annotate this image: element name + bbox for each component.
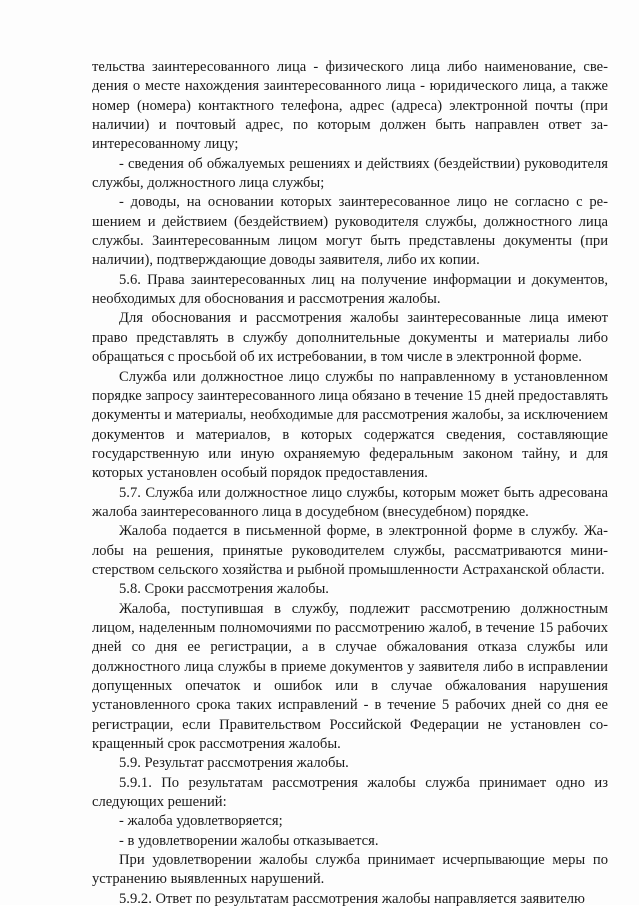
paragraph-section-5-6: 5.6. Права заинтересованных лиц на получение информации и документов, необходимых для обоснования и рассмотрения жалобы. (92, 271, 608, 308)
paragraph-appealed-decisions: - сведения об обжалуемых решениях и действиях (бездействии) руководителя службы, должностного лица службы; (92, 155, 608, 192)
paragraph-additional-documents: Для обоснования и рассмотрения жалобы заинтересованные лица имеют право представлять в службу дополнительные документы и материалы либо обращаться с просьбой об их истребовании, в том числе в электронной форме. (92, 310, 608, 366)
paragraph-applicant-details: тельства заинтересованного лица - физического лица либо наименование, сведения о месте нахождения заинтересованного лица - юридического лица, а также номер (номера) контактного телефона, адрес (адреса) электронной почты (при наличии) и почтовый адрес, по которым должен быть направлен ответ заинтересованному лицу; (92, 59, 608, 153)
paragraph-section-5-9-1: 5.9.1. По результатам рассмотрения жалобы служба принимает одно из следующих решений: (92, 774, 608, 811)
paragraph-section-5-8: 5.8. Сроки рассмотрения жалобы. (119, 581, 329, 598)
document-body (92, 58, 608, 909)
paragraph-complaint-form: Жалоба подается в письменной форме, в электронной форме в службу. Жалобы на решения, принятые руководителем службы, рассматриваются министерством сельского хозяйства и рыбной промышленности Астраханской области. (92, 523, 608, 578)
paragraph-review-terms: Жалоба, поступившая в службу, подлежит рассмотрению должностным лицом, наделенным полномочиями по рассмотрению жалоб, в течение 15 рабочих дней со дня ее регистрации, а в случае обжалования отказа службы или должностного лица службы в приеме документов у заявителя либо в исправлении допущенных опечаток и ошибок или в случае обжалования нарушения установленного срока таких исправлений - в течение 5 рабочих дней со дня ее регистрации, если Правительством Российской Федерации не установлен сокращенный срок рассмотрения жалобы. (92, 600, 608, 753)
paragraph-section-5-9: 5.9. Результат рассмотрения жалобы. (119, 755, 349, 772)
list-item-refused: - в удовлетворении жалобы отказывается. (119, 832, 379, 849)
paragraph-remedy-measures: При удовлетворении жалобы служба принимает исчерпывающие меры по устранению выявленных нарушений. (92, 852, 608, 888)
paragraph-document-provision: Служба или должностное лицо службы по направленному в установленном порядке запросу заинтересованного лица обязано в течение 15 дней предоставлять документы и материалы, необходимые для рассмотрения жалобы, за исключением документов и материалов, в которых содержатся сведения, составляющие государственную или иную охраняемую федеральным законом тайну, и для которых установлен особый порядок предоставления. (92, 368, 608, 482)
paragraph-section-5-7: 5.7. Служба или должностное лицо службы, которым может быть адресована жалоба заинтересованного лица в досудебном (внесудебном) порядке. (92, 484, 608, 520)
paragraph-arguments: - доводы, на основании которых заинтересованное лицо не согласно с решением и действием (бездействием) руководителя службы, должностного лица службы. Заинтересованным лицом могут быть представлены документы (при наличии), подтверждающие доводы заявителя, либо их копии. (92, 194, 608, 269)
list-item-satisfied: - жалоба удовлетворяется; (119, 813, 283, 830)
paragraph-section-5-9-2: 5.9.2. Ответ по результатам рассмотрения жалобы направляется заявителю (119, 890, 585, 907)
